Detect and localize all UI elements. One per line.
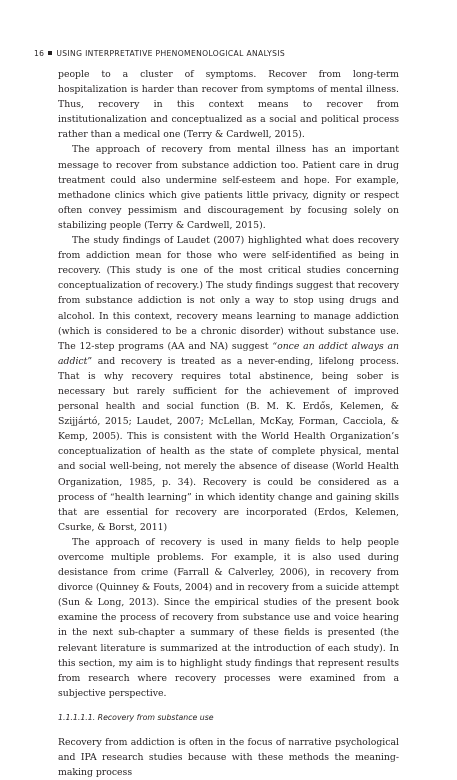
paragraph-3: [58, 233, 399, 535]
body-text: [58, 67, 399, 780]
running-head: [34, 49, 285, 58]
paragraph-3-part-b: ” and recovery is treated as a never-ending, lifelong process. That is why recovery requires total abstinence, being sober is necessary but rarely sufficient for the achievement of improved personal health and social function (B. M. K. Erdős, Kelemen, & Szijjártó, 2015; Laudet, 2007; McLellan, McKay, Forman, Cacciola, & Kemp, 2005). This is consistent with the World Health Organization’s conceptualization of health as the state of complete physical, mental and social well-being, not merely the absence of disease (World Health Organization, 1985, p. 34). Recovery is could be considered as a process of “health learning” in which identity change and gaining skills that are essential for recovery are incorporated (Erdos, Kelemen, Csurke, & Borst, 2011): [58, 355, 399, 533]
paragraph-2: The approach of recovery from mental illness has an important message to recover from substance addiction too. Patient care in drug treatment could also undermine self-esteem and hope. For example, methadone clinics which give patients little privacy, dignity or respect often convey pessimism and discouragement by focusing solely on stabilizing people (Terry & Cardwell, 2015).: [58, 144, 399, 231]
paragraph-4: The approach of recovery is used in many fields to help people overcome multiple problems. For example, it is also used during desistance from crime (Farrall & Calverley, 2006), in recovery from divorce (Quinney & Fouts, 2004) and in recovery from a suicide attempt (Sun & Long, 2013). Since the empirical studies of the present book examine the process of recovery from substance use and voice hearing in the next sub-chapter a summary of these fields is presented (the relevant literature is summarized at the introduction of each study). In this section, my aim is to highlight study findings that represent results from research where recovery processes were examined from a subjective perspective.: [58, 536, 399, 699]
paragraph-5: Recovery from addiction is often in the focus of narrative psychological and IPA research studies because with these methods the meaning-making process: [58, 736, 399, 779]
section-heading: 1.1.1.1.1. Recovery from substance use: [58, 712, 214, 722]
paragraph-1: people to a cluster of symptoms. Recover from long-term hospitalization is harder than recover from symptoms of mental illness. Thus, recovery in this context means to recover from institutionalization and conceptualized as a social and political process rather than a medical one (Terry & Cardwell, 2015).: [58, 69, 399, 141]
separator-square-icon: [48, 51, 52, 55]
paragraph-3-part-a: The study findings of Laudet (2007) highlighted what does recovery from addiction mean for those who were self-identified as being in recovery. (This study is one of the most critical studies concerning conceptualization of recovery.) The study findings suggest that recovery from substance addiction is not only a way to stop using drugs and alcohol. In this context, recovery means learning to manage addiction (which is considered to be a chronic disorder) without substance use. The 12-step programs (AA and NA) suggest “: [58, 235, 399, 352]
running-head-title: USING INTERPRETATIVE PHENOMENOLOGICAL ANALYSIS: [56, 49, 286, 58]
paragraph-3-emphasis: once an addict always an addict: [58, 340, 399, 367]
page-number: 16: [34, 49, 45, 58]
